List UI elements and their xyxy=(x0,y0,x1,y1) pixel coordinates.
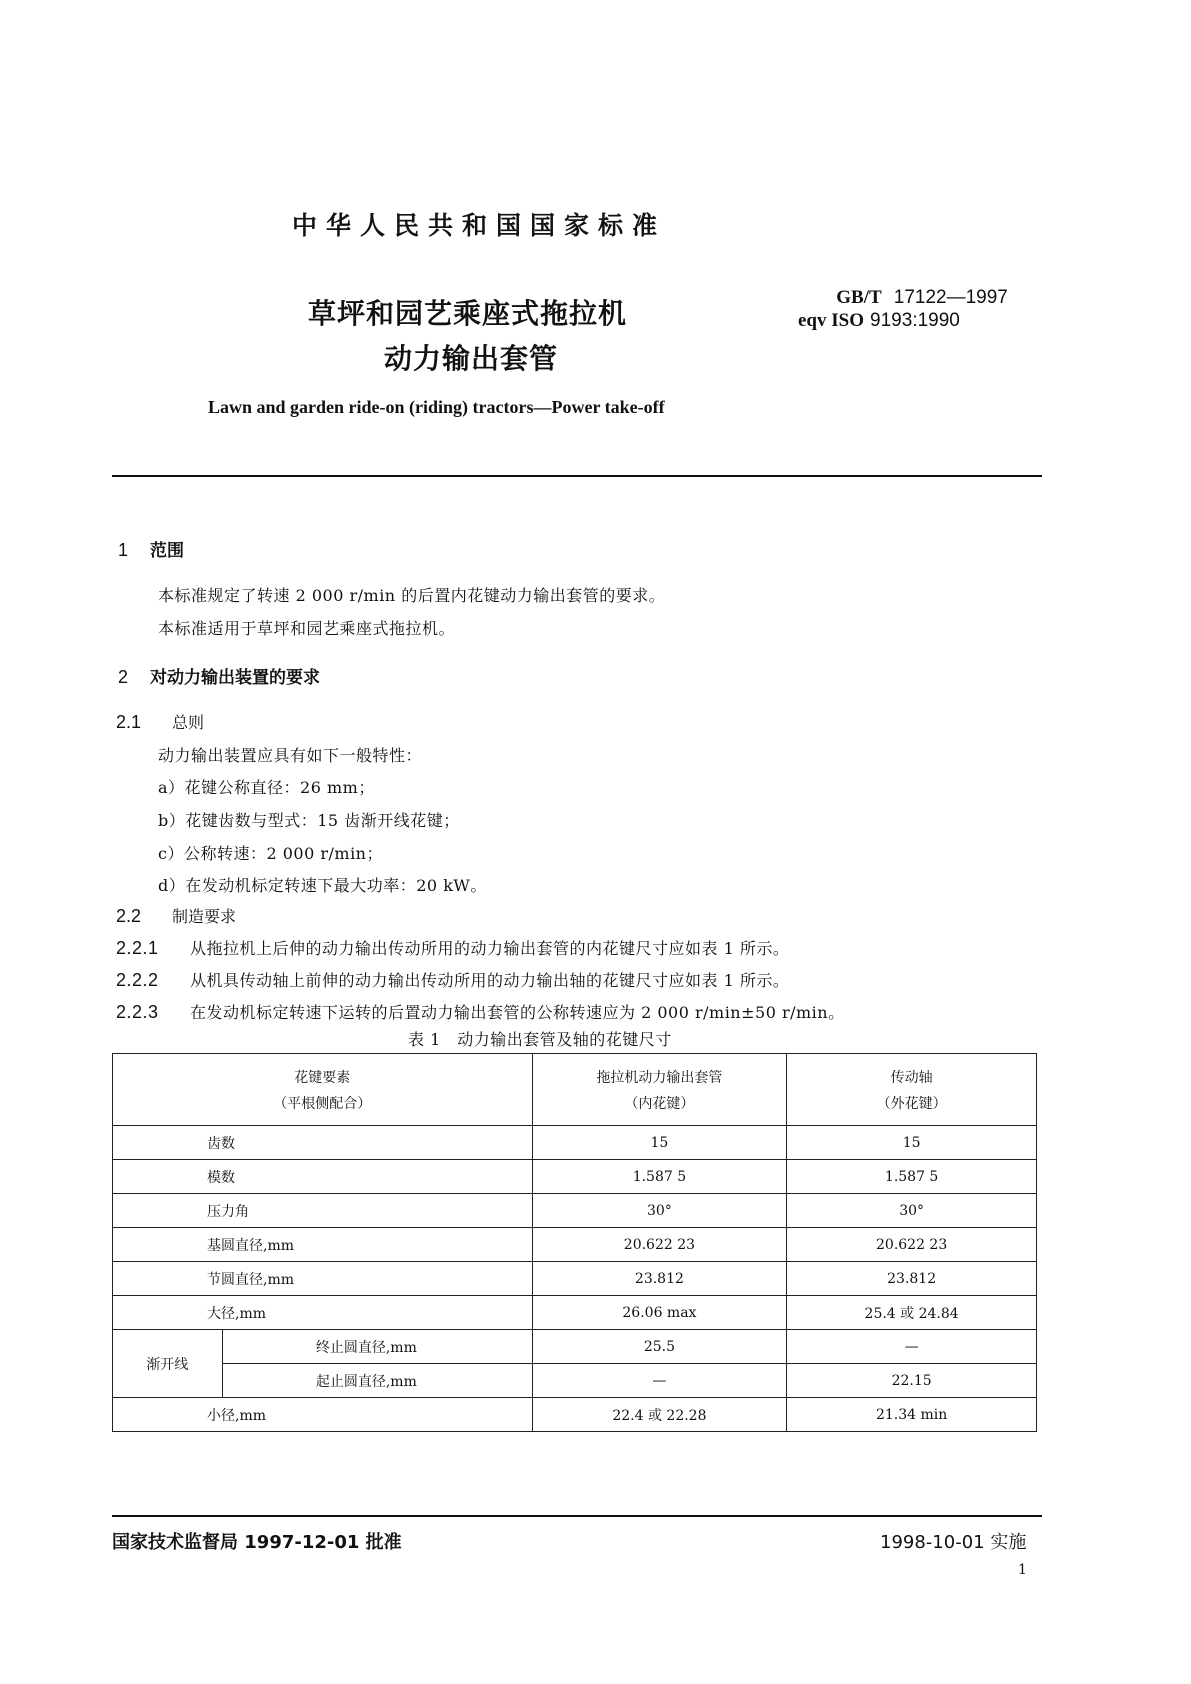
clause-2-2-2 xyxy=(116,968,789,991)
row-label: 终止圆直径,mm xyxy=(222,1330,532,1364)
subsection-number: 2.1 xyxy=(116,712,142,732)
paragraph: 动力输出装置应具有如下一般特性： xyxy=(158,746,423,765)
header-text: 传动轴 xyxy=(890,1069,933,1086)
header-cell-element xyxy=(113,1054,533,1126)
header-text: 花键要素 xyxy=(294,1069,351,1086)
clause-number: 2.2.3 xyxy=(116,1002,159,1022)
table-row xyxy=(113,1262,1037,1296)
clause-number: 2.2.1 xyxy=(116,938,159,958)
cell-internal: 15 xyxy=(532,1126,787,1160)
section-number: 1 xyxy=(118,540,129,560)
row-label: 齿数 xyxy=(113,1126,533,1160)
document-title-line1: 草坪和园艺乘座式拖拉机 xyxy=(308,297,628,330)
header-subtext: （内花键） xyxy=(624,1095,695,1112)
list-item: d）在发动机标定转速下最大功率：20 kW。 xyxy=(158,876,487,895)
standard-number-prefix: GB/T xyxy=(836,287,882,308)
table-row xyxy=(113,1228,1037,1262)
cell-external: 23.812 xyxy=(787,1262,1037,1296)
equivalence-number xyxy=(798,309,960,332)
table-row xyxy=(113,1160,1037,1194)
national-standard-heading: 中华人民共和国国家标准 xyxy=(292,211,667,240)
english-title: Lawn and garden ride-on (riding) tractors—Power take-off xyxy=(208,397,665,417)
clause-text: 在发动机标定转速下运转的后置动力输出套管的公称转速应为 2 000 r/min±50 r/min。 xyxy=(190,1003,845,1022)
list-item: c）公称转速：2 000 r/min； xyxy=(158,844,383,863)
cell-internal: 20.622 23 xyxy=(532,1228,787,1262)
spline-dimensions-table xyxy=(112,1053,1037,1432)
subsection-title: 制造要求 xyxy=(172,907,237,926)
clause-2-2-1 xyxy=(116,936,789,959)
standard-number xyxy=(798,286,1008,309)
clause-text: 从拖拉机上后伸的动力输出传动所用的动力输出套管的内花键尺寸应如表 1 所示。 xyxy=(190,939,790,958)
header-subtext: （外花键） xyxy=(876,1095,947,1112)
list-item: a）花键公称直径：26 mm； xyxy=(158,778,375,797)
table-header-row xyxy=(113,1054,1037,1126)
cell-internal: 22.4 或 22.28 xyxy=(532,1398,787,1432)
row-label: 模数 xyxy=(113,1160,533,1194)
header-text: 拖拉机动力输出套管 xyxy=(596,1069,723,1086)
header-subtext: （平根侧配合） xyxy=(273,1095,372,1112)
table-row xyxy=(113,1194,1037,1228)
footer-divider xyxy=(112,1515,1042,1517)
table-row xyxy=(113,1296,1037,1330)
row-label: 压力角 xyxy=(113,1194,533,1228)
subsection-2-1-heading xyxy=(116,710,204,733)
equivalence-value: 9193:1990 xyxy=(870,310,960,331)
paragraph: 本标准规定了转速 2 000 r/min 的后置内花键动力输出套管的要求。 xyxy=(158,586,666,605)
header-cell-external xyxy=(787,1054,1037,1126)
cell-external: 30° xyxy=(787,1194,1037,1228)
standard-number-value: 17122—1997 xyxy=(893,287,1008,308)
table-row xyxy=(113,1398,1037,1432)
paragraph: 本标准适用于草坪和园艺乘座式拖拉机。 xyxy=(158,619,456,638)
standard-number-block xyxy=(798,286,1008,332)
row-label: 大径,mm xyxy=(113,1296,533,1330)
row-label: 基圆直径,mm xyxy=(113,1228,533,1262)
involute-group-label: 渐开线 xyxy=(113,1330,223,1398)
table-row xyxy=(113,1126,1037,1160)
table-row-involute xyxy=(113,1364,1037,1398)
cell-external: 22.15 xyxy=(787,1364,1037,1398)
clause-text: 从机具传动轴上前伸的动力输出传动所用的动力输出轴的花键尺寸应如表 1 所示。 xyxy=(190,971,790,990)
clause-2-2-3 xyxy=(116,1000,845,1023)
cell-internal: 23.812 xyxy=(532,1262,787,1296)
section-title: 对动力输出装置的要求 xyxy=(150,668,320,688)
cell-external: — xyxy=(787,1330,1037,1364)
cell-external: 21.34 min xyxy=(787,1398,1037,1432)
cell-external: 25.4 或 24.84 xyxy=(787,1296,1037,1330)
subsection-2-2-heading xyxy=(116,904,236,927)
row-label: 起止圆直径,mm xyxy=(222,1364,532,1398)
cell-internal: — xyxy=(532,1364,787,1398)
cell-internal: 26.06 max xyxy=(532,1296,787,1330)
row-label: 小径,mm xyxy=(113,1398,533,1432)
header-cell-internal xyxy=(532,1054,787,1126)
subsection-number: 2.2 xyxy=(116,906,142,926)
cell-internal: 25.5 xyxy=(532,1330,787,1364)
clause-number: 2.2.2 xyxy=(116,970,159,990)
approval-info: 国家技术监督局 1997-12-01 批准 xyxy=(112,1532,402,1553)
list-item: b）花键齿数与型式：15 齿渐开线花键； xyxy=(158,811,460,830)
subsection-title: 总则 xyxy=(172,713,205,732)
cell-external: 1.587 5 xyxy=(787,1160,1037,1194)
cell-external: 15 xyxy=(787,1126,1037,1160)
implementation-date: 1998-10-01 实施 xyxy=(880,1532,1027,1553)
cell-internal: 1.587 5 xyxy=(532,1160,787,1194)
section-1-heading xyxy=(118,536,184,561)
equivalence-prefix: eqv ISO xyxy=(798,310,864,331)
header-divider xyxy=(112,475,1042,477)
section-2-heading xyxy=(118,663,320,688)
cell-internal: 30° xyxy=(532,1194,787,1228)
document-title-line2: 动力输出套管 xyxy=(384,342,559,375)
page-number: 1 xyxy=(1018,1562,1027,1578)
section-title: 范围 xyxy=(150,541,184,561)
section-number: 2 xyxy=(118,667,129,687)
row-label: 节圆直径,mm xyxy=(113,1262,533,1296)
table-caption: 表 1 动力输出套管及轴的花键尺寸 xyxy=(408,1030,672,1049)
table-row-involute xyxy=(113,1330,1037,1364)
cell-external: 20.622 23 xyxy=(787,1228,1037,1262)
